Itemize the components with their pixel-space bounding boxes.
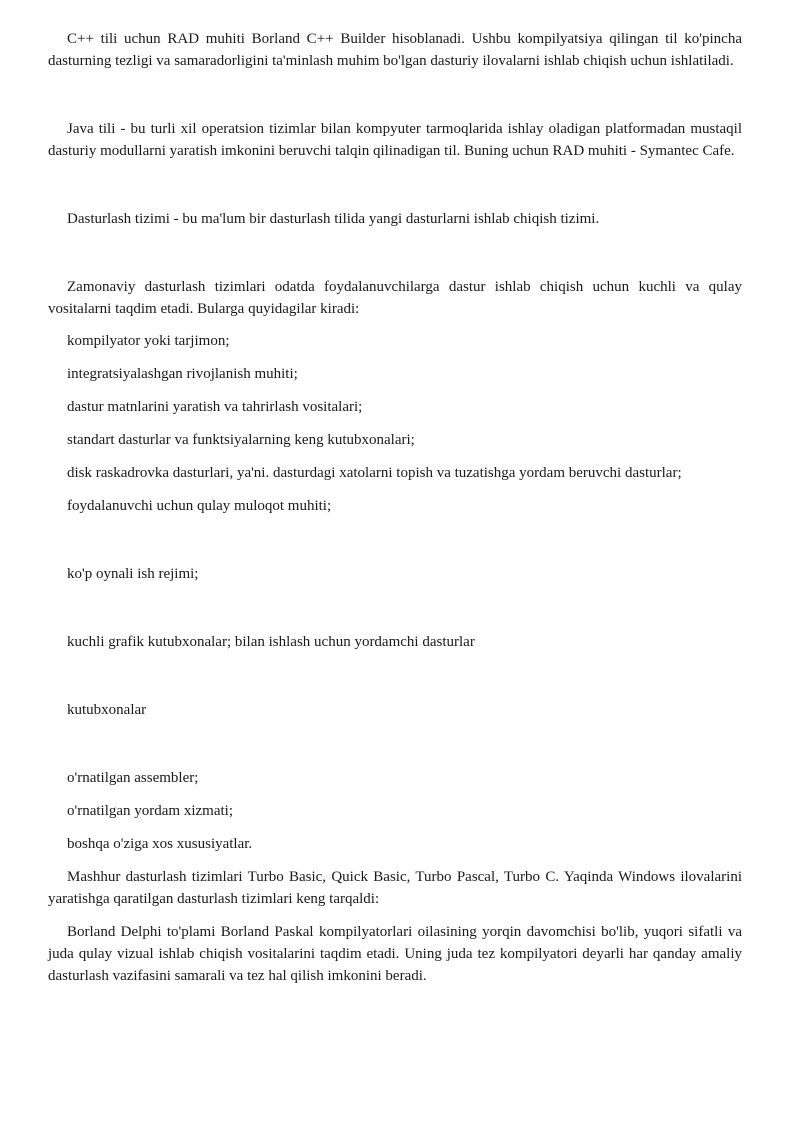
list-item: kutubxonalar [67,702,147,718]
list-item: o'rnatilgan yordam xizmati; [67,803,233,819]
paragraph-popular-systems: Mashhur dasturlash tizimlari Turbo Basic, Quick Basic, Turbo Pascal, Turbo C. Yaqinda Windows ilovalarini yaratishga qaratilgan dasturlash tizimlari keng tarqaldi: [48,869,742,907]
list-item: integratsiyalashgan rivojlanish muhiti; [67,366,298,382]
list-item: ko'p oynali ish rejimi; [67,566,199,582]
list-item: kompilyator yoki tarjimon; [67,333,230,349]
list-item: o'rnatilgan assembler; [67,770,199,786]
list-item: standart dasturlar va funktsiyalarning keng kutubxonalari; [67,432,415,448]
document-page [48,28,742,987]
tools-list [48,330,742,855]
list-item: foydalanuvchi uchun qulay muloqot muhiti; [67,498,332,514]
paragraph-borland-delphi: Borland Delphi to'plami Borland Paskal kompilyatorlari oilasining yorqin davomchisi bo'lib, yuqori sifatli va juda qulay vizual ishlab chiqish vositalarini taqdim etadi. Uning juda tez kompilyatori deyarli har qanday amaliy dasturlash vazifasini samarali va tez hal qilish imkonini beradi. [48,924,742,984]
list-item: boshqa o'ziga xos xususiyatlar. [67,836,253,852]
paragraph-java: Java tili - bu turli xil operatsion tizimlar bilan kompyuter tarmoqlarida ishlay oladigan platformadan mustaqil dasturiy modullarni yaratish imkonini beruvchi talqin qilinadigan til. Buning uchun RAD muhiti - Symantec Cafe. [48,121,742,159]
paragraph-modern-systems: Zamonaviy dasturlash tizimlari odatda foydalanuvchilarga dastur ishlab chiqish uchun kuchli va qulay vositalarni taqdim etadi. Bularga quyidagilar kiradi: [48,279,742,317]
paragraph-cpp-builder: C++ tili uchun RAD muhiti Borland C++ Builder hisoblanadi. Ushbu kompilyatsiya qilingan til ko'pincha dasturning tezligi va samaradorligini ta'minlash muhim bo'lgan dasturiy ilovalarni ishlab chiqish uchun ishlatiladi. [48,31,742,69]
list-item: dastur matnlarini yaratish va tahrirlash vositalari; [67,399,363,415]
paragraph-programming-system: Dasturlash tizimi - bu ma'lum bir dasturlash tilida yangi dasturlarni ishlab chiqish tizimi. [67,211,600,227]
list-item: disk raskadrovka dasturlari, ya'ni. dasturdagi xatolarni topish va tuzatishga yordam beruvchi dasturlar; [67,465,682,481]
list-item: kuchli grafik kutubxonalar; bilan ishlash uchun yordamchi dasturlar [67,634,475,650]
